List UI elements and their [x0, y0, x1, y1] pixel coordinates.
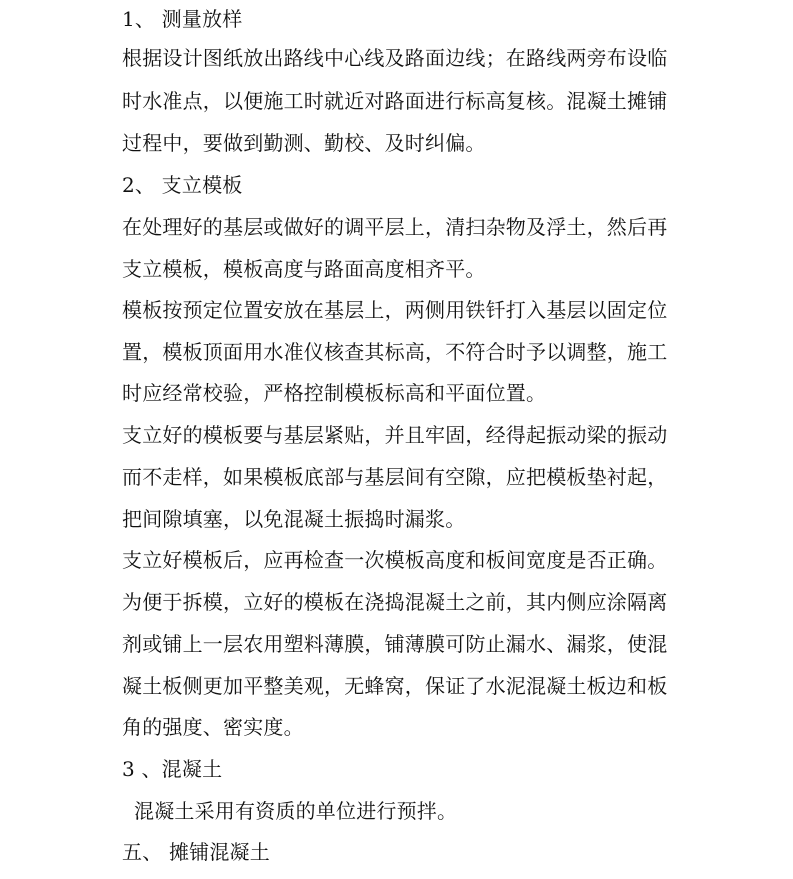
- section-5-heading: 五、 摊铺混凝土: [122, 840, 270, 864]
- section-2-para-4-line-5: 角的强度、密实度。: [122, 715, 304, 739]
- section-2-para-3-line-2: 而不走样，如果模板底部与基层间有空隙，应把模板垫衬起，: [122, 465, 668, 489]
- section-1-para-1-line-3: 过程中，要做到勤测、勤校、及时纠偏。: [122, 131, 486, 155]
- section-3-para-1-line-1: 混凝土采用有资质的单位进行预拌。: [134, 799, 458, 823]
- section-2-para-2-line-2: 置，模板顶面用水准仪核查其标高，不符合时予以调整，施工: [122, 340, 668, 364]
- section-2-para-4-line-2: 为便于拆模，立好的模板在浇捣混凝土之前，其内侧应涂隔离: [122, 590, 668, 614]
- section-1-para-1-line-1: 根据设计图纸放出路线中心线及路面边线；在路线两旁布设临: [122, 46, 668, 70]
- section-2-para-4-line-3: 剂或铺上一层农用塑料薄膜，铺薄膜可防止漏水、漏浆，使混: [122, 632, 668, 656]
- section-1-heading: 1、 测量放样: [122, 7, 243, 31]
- section-2-para-2-line-3: 时应经常校验，严格控制模板标高和平面位置。: [122, 381, 547, 405]
- section-2-para-1-line-2: 支立模板，模板高度与路面高度相齐平。: [122, 257, 486, 281]
- section-2-para-2-line-1: 模板按预定位置安放在基层上，两侧用铁钎打入基层以固定位: [122, 298, 668, 322]
- section-3-heading: 3 、混凝土: [122, 757, 223, 781]
- section-1-para-1-line-2: 时水准点，以便施工时就近对路面进行标高复核。混凝土摊铺: [122, 89, 668, 113]
- section-2-heading: 2、 支立模板: [122, 173, 243, 197]
- section-2-para-3-line-3: 把间隙填塞，以免混凝土振捣时漏浆。: [122, 507, 466, 531]
- section-2-para-3-line-1: 支立好的模板要与基层紧贴，并且牢固，经得起振动梁的振动: [122, 423, 668, 447]
- section-2-para-4-line-1: 支立好模板后，应再检查一次模板高度和板间宽度是否正确。: [122, 548, 668, 572]
- section-2-para-1-line-1: 在处理好的基层或做好的调平层上，清扫杂物及浮土，然后再: [122, 215, 668, 239]
- section-2-para-4-line-4: 凝土板侧更加平整美观，无蜂窝，保证了水泥混凝土板边和板: [122, 674, 668, 698]
